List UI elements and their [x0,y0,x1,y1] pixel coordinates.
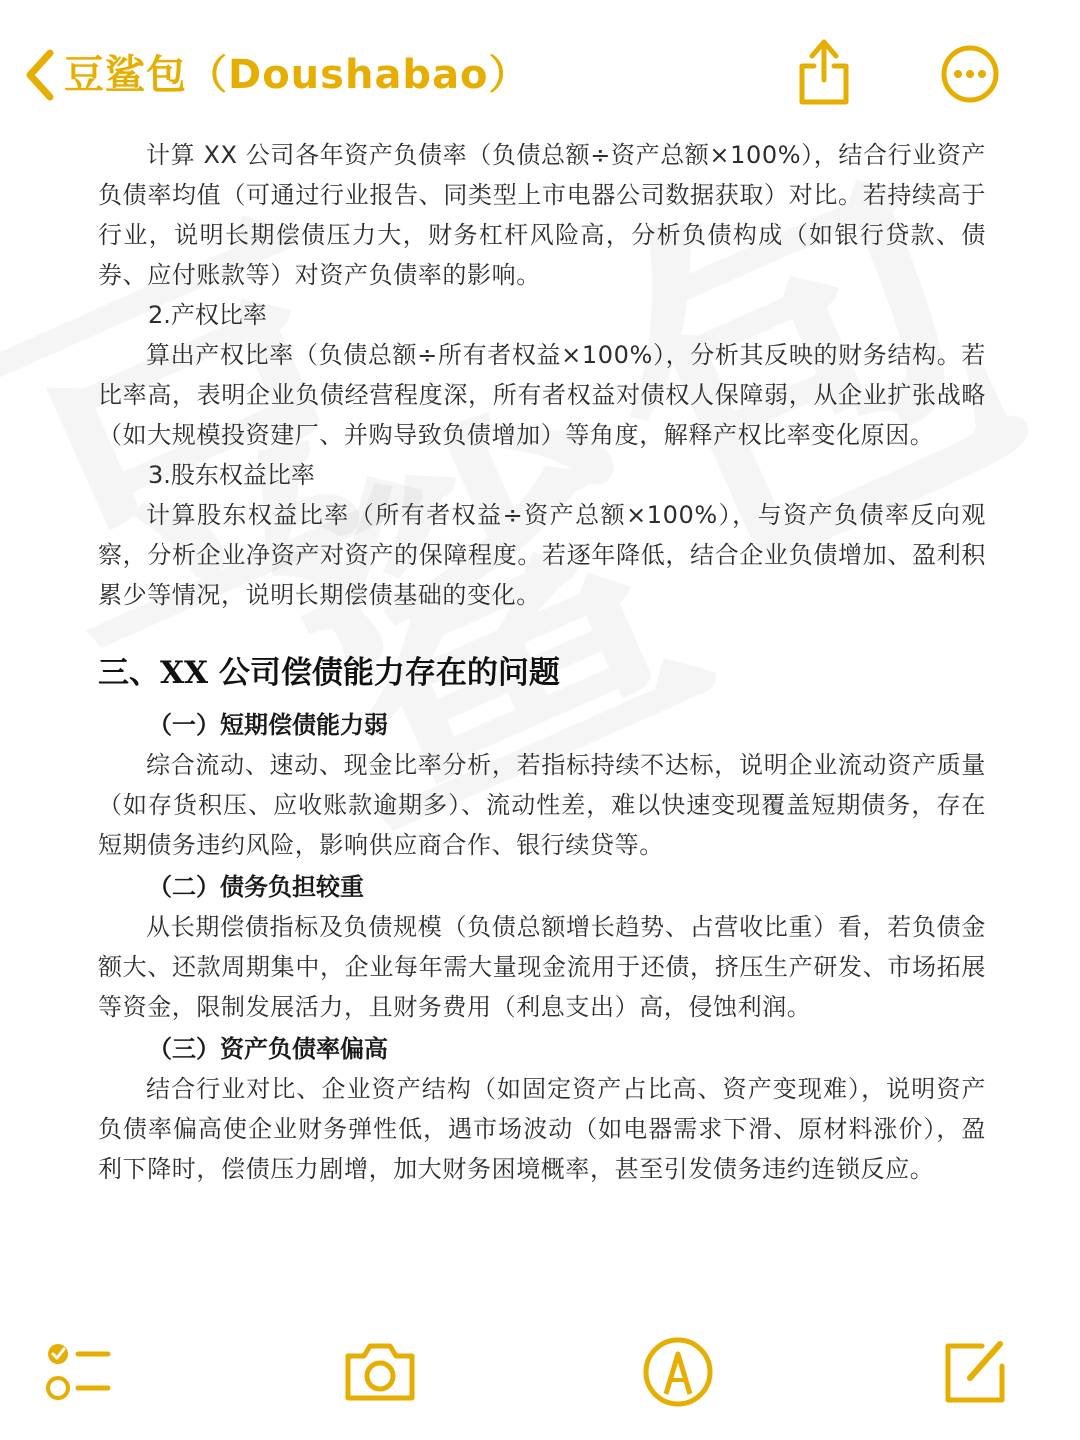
paragraph-short-term: 综合流动、速动、现金比率分析，若指标持续不达标，说明企业流动资产质量（如存货积压、应收账款逾期多）、流动性差，难以快速变现覆盖短期债务，存在短期债务违约风险，影响供应商合作、银行续贷等。 [98,751,986,859]
markup-pen-icon [638,1332,718,1412]
markup-button[interactable] [638,1332,718,1412]
compose-icon [936,1332,1016,1412]
heading-equity-ratio: 2.产权比率 [148,301,267,329]
paragraph-equity-ratio: 算出产权比率（负债总额÷所有者权益×100%），分析其反映的财务结构。若比率高，表明企业负债经营程度深，所有者权益对债权人保障弱，从企业扩张战略（如大规模投资建厂、并购导致负债增加）等角度，解释产权比率变化原因。 [98,341,986,449]
paragraph-shareholder-equity-ratio: 计算股东权益比率（所有者权益÷资产总额×100%），与资产负债率反向观察，分析企业净资产对资产的保障程度。若逐年降低，结合企业负债增加、盈利积累少等情况，说明长期偿债基础的变化。 [98,501,986,609]
checklist-button[interactable] [38,1332,118,1412]
subheading-short-term: （一）短期偿债能力弱 [148,711,388,739]
paragraph-high-debt-ratio: 结合行业对比、企业资产结构（如固定资产占比高、资产变现难），说明资产负债率偏高使企业财务弹性低，遇市场波动（如电器需求下滑、原材料涨价），盈利下降时，偿债压力剧增，加大财务困境概率，甚至引发债务违约连锁反应。 [98,1075,986,1183]
share-button[interactable] [792,34,856,110]
more-icon [940,44,1000,104]
note-body[interactable] [98,135,986,1189]
back-button[interactable] [14,40,64,110]
chevron-left-icon [22,47,56,103]
share-icon [792,34,856,110]
camera-button[interactable] [340,1332,420,1412]
note-title: 豆鲨包（Doushabao） [64,52,530,98]
compose-button[interactable] [936,1332,1016,1412]
paragraph-debt-burden: 从长期偿债指标及负债规模（负债总额增长趋势、占营收比重）看，若负债金额大、还款周期集中，企业每年需大量现金流用于还债，挤压生产研发、市场拓展等资金，限制发展活力，且财务费用（利息支出）高，侵蚀利润。 [98,913,986,1021]
bottom-toolbar [0,1320,1080,1430]
subheading-high-debt-ratio: （三）资产负债率偏高 [148,1035,388,1063]
paragraph-debt-ratio: 计算 XX 公司各年资产负债率（负债总额÷资产总额×100%），结合行业资产负债率均值（可通过行业报告、同类型上市电器公司数据获取）对比。若持续高于行业，说明长期偿债压力大，财务杠杆风险高，分析负债构成（如银行贷款、债券、应付账款等）对资产负债率的影响。 [98,141,986,289]
heading-shareholder-equity-ratio: 3.股东权益比率 [148,461,315,489]
checklist-icon [38,1332,118,1412]
more-button[interactable] [940,44,1000,104]
subheading-debt-burden: （二）债务负担较重 [148,873,364,901]
section-title: 三、XX 公司偿债能力存在的问题 [98,655,560,691]
top-nav-bar [0,0,1080,130]
camera-icon [340,1332,420,1412]
